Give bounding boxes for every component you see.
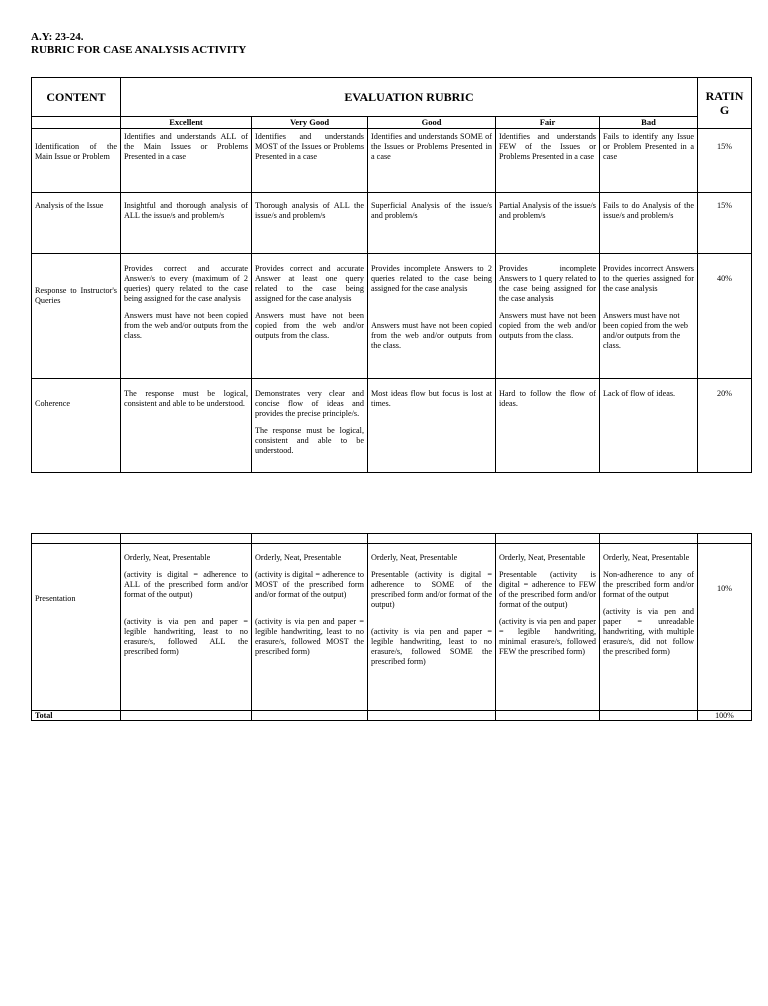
descriptor-text: (activity is via pen and paper = legible handwriting, least to no erasure/s, followed MOST the prescribed form) <box>255 617 364 656</box>
cell-very-good <box>252 254 368 379</box>
content-subheader-blank <box>32 117 121 129</box>
spacer-cell <box>368 534 496 544</box>
level-excellent: Excellent <box>121 117 252 129</box>
spacer-cell <box>32 534 121 544</box>
cell-excellent <box>121 193 252 254</box>
cell-good <box>368 544 496 711</box>
descriptor-text: Presentable (activity is digital = adherence to SOME of the prescribed form and/or format of the output) <box>371 570 492 609</box>
criterion-presentation: Presentation <box>32 544 121 711</box>
cell-very-good <box>252 129 368 193</box>
descriptor-text: The response must be logical, consistent and able to be understood. <box>255 426 364 455</box>
descriptor-text: (activity is via pen and paper = legible handwriting, least to no erasure/s, followed ALL the prescribed form) <box>124 617 248 656</box>
cell-good <box>368 254 496 379</box>
cell-fair <box>496 254 600 379</box>
descriptor-text: Thorough analysis of ALL the issue/s and problem/s <box>255 201 364 220</box>
document-title: RUBRIC FOR CASE ANALYSIS ACTIVITY <box>31 44 247 56</box>
total-blank <box>496 711 600 721</box>
cell-good <box>368 129 496 193</box>
spacer-cell <box>698 534 752 544</box>
cell-bad <box>600 129 698 193</box>
descriptor-text: Fails to do Analysis of the issue/s and problem/s <box>603 201 694 220</box>
descriptor-text: Orderly, Neat, Presentable <box>603 553 690 562</box>
descriptor-text: Superficial Analysis of the issue/s and problem/s <box>371 201 492 220</box>
presentation-table <box>31 533 752 721</box>
total-label: Total <box>32 711 121 721</box>
cell-fair <box>496 129 600 193</box>
evaluation-rubric-header: EVALUATION RUBRIC <box>121 78 698 117</box>
spacer-cell <box>496 534 600 544</box>
rating-value: 10% <box>698 544 752 711</box>
total-blank <box>252 711 368 721</box>
descriptor-text: Orderly, Neat, Presentable <box>499 553 586 562</box>
cell-bad <box>600 193 698 254</box>
rating-value: 15% <box>698 193 752 254</box>
total-blank <box>368 711 496 721</box>
rating-value: 15% <box>698 129 752 193</box>
descriptor-text: Provides correct and accurate Answer/s to every (maximum of 2 queries) query related to the case being assigned for the case analysis <box>124 264 248 303</box>
rating-header: RATIN G <box>698 78 752 129</box>
descriptor-text: Lack of flow of ideas. <box>603 389 676 398</box>
descriptor-text: Identifies and understands ALL of the Main Issues or Problems Presented in a case <box>124 132 248 161</box>
criterion-identification: Identification of the Main Issue or Problem <box>32 129 121 193</box>
descriptor-text: Answers must have not been copied from the web and/or outputs from the class. <box>124 311 248 340</box>
cell-excellent <box>121 129 252 193</box>
cell-fair <box>496 544 600 711</box>
level-very-good: Very Good <box>252 117 368 129</box>
descriptor-text: Orderly, Neat, Presentable <box>255 553 342 562</box>
table-row <box>32 193 752 254</box>
cell-fair <box>496 379 600 473</box>
descriptor-text: Answers must have not been copied from the web and/or outputs from the class. <box>255 311 364 340</box>
cell-very-good <box>252 379 368 473</box>
cell-good <box>368 193 496 254</box>
spacer-cell <box>252 534 368 544</box>
academic-year: A.Y: 23-24. <box>31 31 84 43</box>
descriptor-text: (activity is via pen and paper = legible handwriting, minimal erasure/s, followed FEW the prescribed form) <box>499 617 596 656</box>
descriptor-text: Partial Analysis of the issue/s and problem/s <box>499 201 596 220</box>
total-blank <box>600 711 698 721</box>
spacer-cell <box>121 534 252 544</box>
cell-excellent <box>121 254 252 379</box>
descriptor-text: Most ideas flow but focus is lost at times. <box>371 389 492 408</box>
descriptor-text: (activity is digital = adherence to MOST of the prescribed form and/or format of the output) <box>255 570 364 599</box>
level-fair: Fair <box>496 117 600 129</box>
descriptor-text: Orderly, Neat, Presentable <box>371 553 458 562</box>
descriptor-text: Presentable (activity is digital = adherence to FEW of the prescribed form and/or format of the output) <box>499 570 596 609</box>
rating-value: 40% <box>698 254 752 379</box>
cell-excellent <box>121 544 252 711</box>
descriptor-text: Provides incorrect Answers to the queries assigned for the case analysis <box>603 264 694 293</box>
descriptor-text: Identifies and understands MOST of the Issues or Problems Presented in a case <box>255 132 364 161</box>
table-row <box>32 379 752 473</box>
content-header: CONTENT <box>32 78 121 117</box>
descriptor-text: Answers must have not been copied from the web and/or outputs from the class. <box>371 321 492 350</box>
cell-excellent <box>121 379 252 473</box>
cell-good <box>368 379 496 473</box>
total-rating: 100% <box>698 711 752 721</box>
descriptor-text: Identifies and understands SOME of the Issues or Problems Presented in a case <box>371 132 492 161</box>
criterion-coherence: Coherence <box>32 379 121 473</box>
descriptor-text: (activity is digital = adherence to ALL of the prescribed form and/or format of the output) <box>124 570 248 599</box>
descriptor-text: Orderly, Neat, Presentable <box>124 553 211 562</box>
descriptor-text: Identifies and understands FEW of the Issues or Problems Presented in a case <box>499 132 596 161</box>
descriptor-text: Non-adherence to any of the prescribed form and/or format of the output <box>603 570 694 599</box>
descriptor-text: Fails to identify any Issue or Problem Presented in a case <box>603 132 694 161</box>
criterion-response: Response to Instructor's Queries <box>32 254 121 379</box>
descriptor-text: Insightful and thorough analysis of ALL the issue/s and problem/s <box>124 201 248 220</box>
descriptor-text: Demonstrates very clear and concise flow of ideas and provides the precise principle/s. <box>255 389 364 418</box>
cell-fair <box>496 193 600 254</box>
table-row <box>32 254 752 379</box>
cell-bad <box>600 544 698 711</box>
descriptor-text: Answers must have not been copied from the web and/or outputs from the class. <box>603 311 689 350</box>
descriptor-text: The response must be logical, consistent and able to be understood. <box>124 389 248 408</box>
spacer-cell <box>600 534 698 544</box>
cell-very-good <box>252 544 368 711</box>
descriptor-text: (activity is via pen and paper = legible handwriting, least to no erasure/s, followed SOME the prescribed form) <box>371 627 492 666</box>
level-good: Good <box>368 117 496 129</box>
descriptor-text: Provides incomplete Answers to 2 queries related to the case being assigned for the case analysis <box>371 264 492 293</box>
rating-value: 20% <box>698 379 752 473</box>
descriptor-text: Provides incomplete Answers to 1 query related to the case being assigned for the case analysis <box>499 264 596 303</box>
level-bad: Bad <box>600 117 698 129</box>
cell-very-good <box>252 193 368 254</box>
table-row <box>32 544 752 711</box>
total-blank <box>121 711 252 721</box>
criterion-analysis: Analysis of the Issue <box>32 193 121 254</box>
descriptor-text: (activity is via pen and paper = unreadable handwriting, with multiple erasure/s, did not follow the prescribed form) <box>603 607 694 656</box>
total-row <box>32 711 752 721</box>
table-row <box>32 129 752 193</box>
descriptor-text: Answers must have not been copied from the web and/or outputs from the class. <box>499 311 596 340</box>
rubric-table <box>31 77 752 473</box>
cell-bad <box>600 254 698 379</box>
descriptor-text: Hard to follow the flow of ideas. <box>499 389 596 408</box>
descriptor-text: Provides correct and accurate Answer at least one query related to the case being assigned for the case analysis <box>255 264 364 303</box>
cell-bad <box>600 379 698 473</box>
